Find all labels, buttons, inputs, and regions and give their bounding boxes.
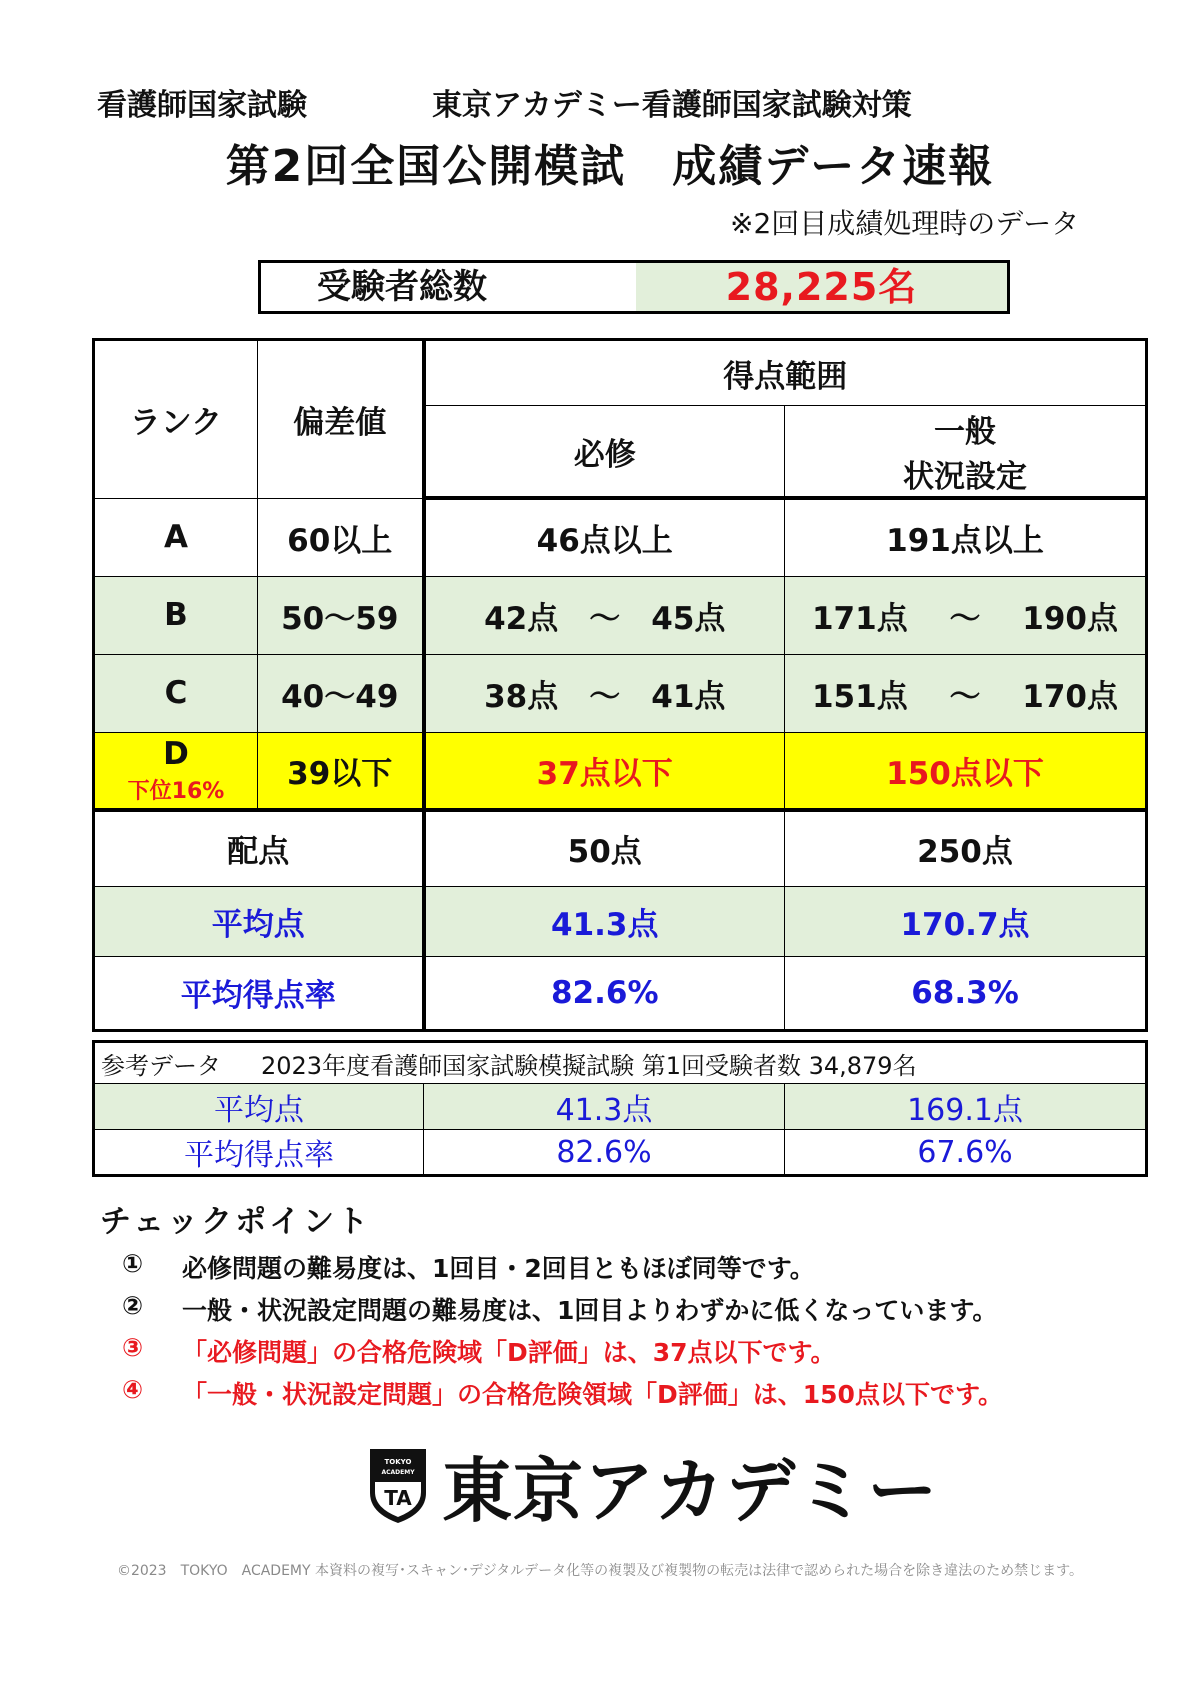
rank-cell: A <box>94 498 258 576</box>
checkpoint-number: ④ <box>122 1375 144 1404</box>
allot-row <box>94 810 1147 886</box>
checkpoint-item <box>122 1375 1003 1411</box>
general-cell: 191点以上 <box>785 498 1147 576</box>
checkpoint-number: ② <box>122 1291 144 1320</box>
reference-average-label: 平均点 <box>94 1084 424 1130</box>
required-cell: 46点以上 <box>424 498 785 576</box>
deviation-cell: 60以上 <box>258 498 424 576</box>
allot-general: 250点 <box>785 810 1147 886</box>
checkpoint-item <box>122 1291 997 1327</box>
reference-label: 参考データ <box>101 1051 221 1080</box>
header-general <box>785 406 1147 499</box>
general-cell: 150点以下 <box>785 732 1147 810</box>
header-score-range: 得点範囲 <box>424 340 1147 406</box>
table-row <box>94 654 1147 732</box>
logo-text: 東京アカデミー <box>442 1450 939 1532</box>
header-rank: ランク <box>94 340 258 499</box>
tokyo-academy-logo <box>368 1435 938 1536</box>
reference-table <box>92 1040 1148 1177</box>
checkpoint-text: 一般・状況設定問題の難易度は、1回目よりわずかに低くなっています。 <box>182 1296 998 1325</box>
exam-name: 看護師国家試験 <box>97 88 307 123</box>
svg-text:ACADEMY: ACADEMY <box>381 1468 415 1476</box>
header-general-line1: 一般 <box>934 414 996 450</box>
rank-d-label: D <box>163 735 189 772</box>
checkpoint-item <box>122 1333 836 1369</box>
header-general-line2: 状況設定 <box>903 459 1027 495</box>
deviation-cell: 50～59 <box>258 576 424 654</box>
reference-average-row <box>94 1084 1147 1130</box>
rank-d-sub: 下位16% <box>127 778 225 804</box>
rate-row <box>94 956 1147 1030</box>
checkpoint-number: ① <box>122 1249 144 1278</box>
rank-cell: C <box>94 654 258 732</box>
table-row <box>94 732 1147 810</box>
score-table <box>92 338 1148 1032</box>
rate-label: 平均得点率 <box>94 956 424 1030</box>
reference-header <box>94 1042 1147 1084</box>
reference-rate-label: 平均得点率 <box>94 1130 424 1176</box>
allot-label: 配点 <box>94 810 424 886</box>
checkpoint-text: 必修問題の難易度は、1回目・2回目ともほぼ同等です。 <box>182 1254 815 1283</box>
header-deviation: 偏差値 <box>258 340 424 499</box>
org-name: 東京アカデミー看護師国家試験対策 <box>432 88 912 123</box>
reference-rate-row <box>94 1130 1147 1176</box>
page-title: 第2回全国公開模試 成績データ速報 <box>225 141 995 192</box>
total-examinees-box <box>258 260 1010 314</box>
general-cell: 171点 ～ 190点 <box>785 576 1147 654</box>
total-value: 28,225名 <box>636 263 1007 311</box>
rank-cell: B <box>94 576 258 654</box>
data-note: ※2回目成績処理時のデータ <box>730 207 1080 240</box>
reference-rate-required: 82.6% <box>424 1130 785 1176</box>
required-cell: 42点 ～ 45点 <box>424 576 785 654</box>
rank-cell <box>94 732 258 810</box>
total-label: 受験者総数 <box>317 267 487 307</box>
checkpoint-text: 「必修問題」の合格危険域「D評価」は、37点以下です。 <box>182 1338 836 1367</box>
required-cell: 37点以下 <box>424 732 785 810</box>
reference-description: 2023年度看護師国家試験模擬試験 第1回受験者数 34,879名 <box>261 1051 917 1080</box>
deviation-cell: 40～49 <box>258 654 424 732</box>
table-row <box>94 576 1147 654</box>
average-required: 41.3点 <box>424 886 785 956</box>
checkpoint-item <box>122 1249 815 1285</box>
deviation-cell: 39以下 <box>258 732 424 810</box>
checkpoint-text: 「一般・状況設定問題」の合格危険領域「D評価」は、150点以下です。 <box>182 1380 1003 1409</box>
shield-icon <box>368 1447 428 1525</box>
rate-required: 82.6% <box>424 956 785 1030</box>
general-cell: 151点 ～ 170点 <box>785 654 1147 732</box>
svg-text:TA: TA <box>384 1485 412 1510</box>
rate-general: 68.3% <box>785 956 1147 1030</box>
average-label: 平均点 <box>94 886 424 956</box>
required-cell: 38点 ～ 41点 <box>424 654 785 732</box>
header-required: 必修 <box>424 406 785 499</box>
checkpoint-number: ③ <box>122 1333 144 1362</box>
checkpoint-title: チェックポイント <box>100 1204 372 1240</box>
average-row <box>94 886 1147 956</box>
svg-text:TOKYO: TOKYO <box>384 1457 412 1466</box>
average-general: 170.7点 <box>785 886 1147 956</box>
allot-required: 50点 <box>424 810 785 886</box>
reference-rate-general: 67.6% <box>785 1130 1147 1176</box>
reference-average-general: 169.1点 <box>785 1084 1147 1130</box>
reference-average-required: 41.3点 <box>424 1084 785 1130</box>
copyright-notice: ©2023 TOKYO ACADEMY 本資料の複写･スキャン･デジタルデータ化等の複製及び複製物の転売は法律で認められた場合を除き違法のため禁じます。 <box>116 1563 1084 1579</box>
table-row <box>94 498 1147 576</box>
